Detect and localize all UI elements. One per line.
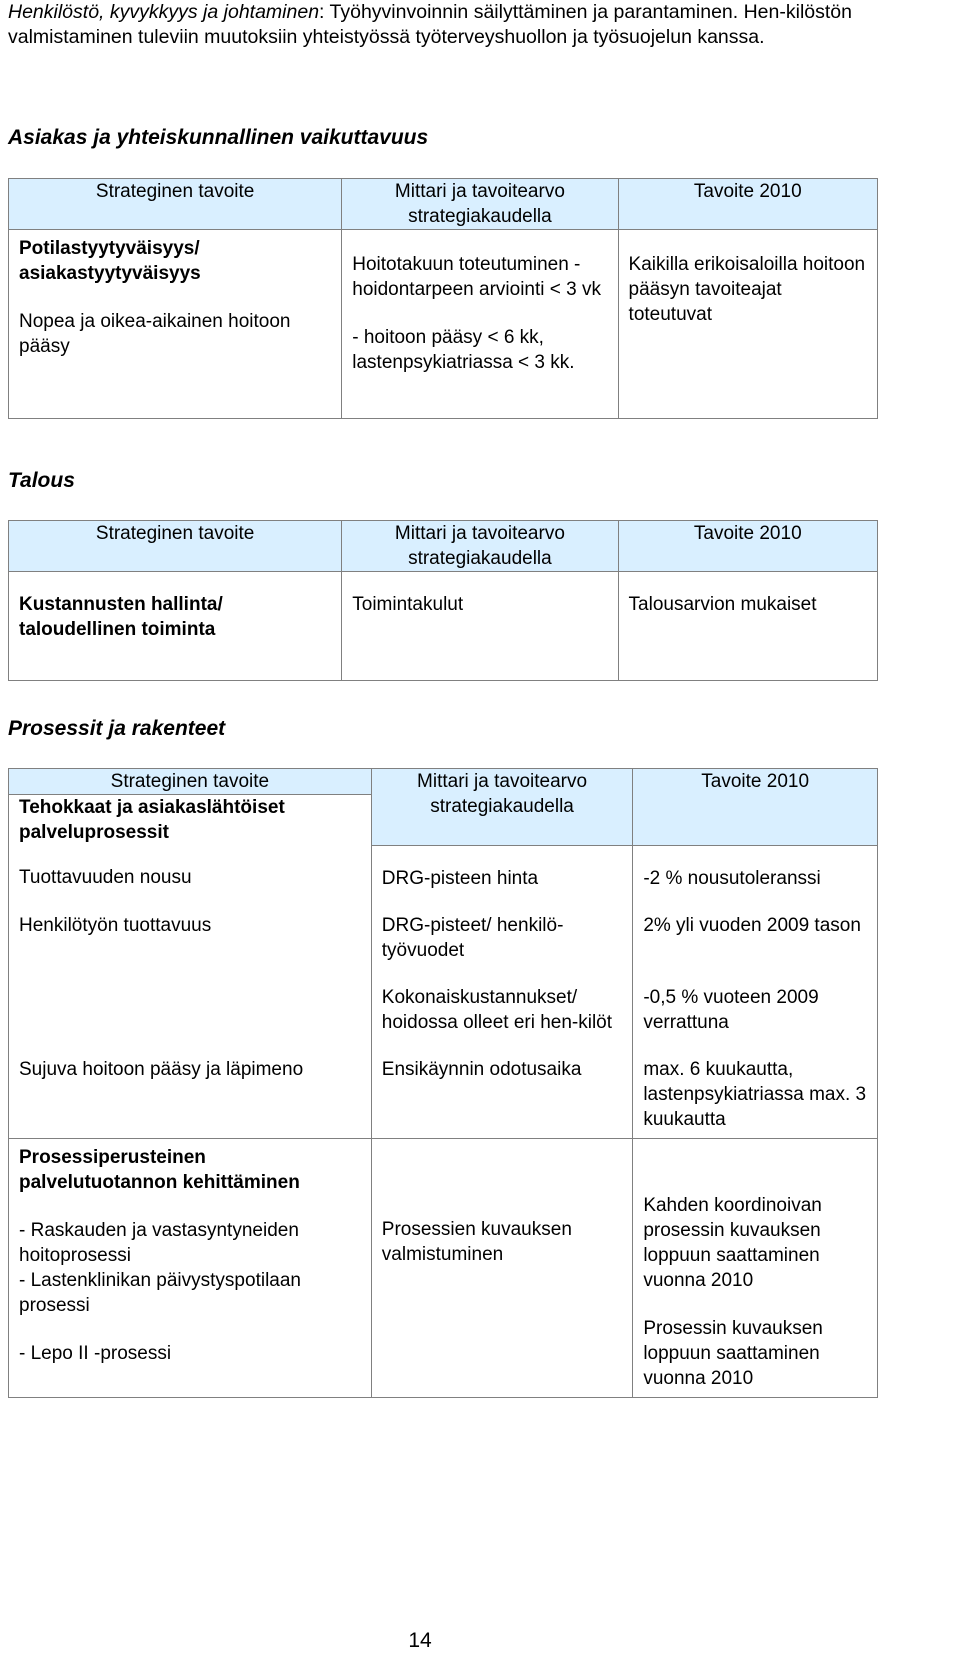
table-row [9,969,878,1041]
header-target-2010 [633,769,878,846]
goal-title: Potilastyytyväisyys/ asiakastyytyväisyys [19,238,201,284]
table-header-row [9,179,878,230]
metric-cell: DRG-pisteet/ henkilö-työvuodet [371,897,633,969]
target-cell: -2 % nousutoleranssi [633,845,878,897]
section-heading-customer: Asiakas ja yhteiskunnallinen vaikuttavuus [8,126,429,149]
target-text: Prosessin kuvauksen loppuun saattaminen vuonna 2010 [643,1317,823,1389]
goal-cell [9,1138,372,1397]
metric-text: Hoitotakuun toteutuminen - hoidontarpeen arviointi < 3 vk [352,254,601,300]
header-strategic-goal: Strateginen tavoite [9,179,342,230]
header-strategic-goal: Strateginen tavoite [9,521,342,572]
target-cell [633,1138,878,1397]
intro-text: : Työhyvinvoinnin säilyttäminen ja parantaminen. Hen-kilöstön valmistaminen tuleviin muutoksiin yhteistyössä työterveyshuollon ja työsuojelun kanssa. [8,1,852,48]
goal-item: - Lepo II -prosessi [19,1342,172,1364]
header-metric-label: Mittari ja tavoitearvo strategiakaudella [417,771,588,817]
table-row [9,1138,878,1397]
goal-cell: Sujuva hoitoon pääsy ja läpimeno [9,1041,372,1139]
table-header-row [9,769,878,795]
metric-cell: Kokonaiskustannukset/ hoidossa olleet eri hen-kilöt [371,969,633,1041]
header-target-2010: Tavoite 2010 [618,521,877,572]
goal-cell: Tuottavuuden nousu [9,845,372,897]
goal-subtitle: Nopea ja oikea-aikainen hoitoon pääsy [19,311,291,357]
goal-cell [9,969,372,1041]
target-cell [618,230,877,419]
header-strategic-goal: Strateginen tavoite [9,769,372,795]
intro-italic-title: Henkilöstö, kyvykkyys ja johtaminen [8,1,320,23]
header-metric: Mittari ja tavoitearvo strategiakaudella [342,521,618,572]
metric-cell: DRG-pisteen hinta [371,845,633,897]
section-heading-processes: Prosessit ja rakenteet [8,717,226,740]
target-cell: Talousarvion mukaiset [618,572,877,681]
goal-title: Tehokkaat ja asiakaslähtöiset palveluprosessit [9,795,372,846]
goal-cell: Kustannusten hallinta/ taloudellinen toiminta [9,572,342,681]
target-text: Kaikilla erikoisaloilla hoitoon pääsyn tavoiteajat toteutuvat [628,254,866,325]
header-target-2010: Tavoite 2010 [618,179,877,230]
target-cell: max. 6 kuukautta, lastenpsykiatriassa max. 3 kuukautta [633,1041,878,1139]
table-row [9,230,878,419]
goal-cell [9,230,342,419]
goal-title: Prosessiperusteinen palvelutuotannon kehittäminen [19,1146,300,1193]
metric-cell [342,230,618,419]
metric-cell: Ensikäynnin odotusaika [371,1041,633,1139]
table-row [9,845,878,897]
table-row [9,572,878,681]
goal-item: - Lastenklinikan päivystyspotilaan prosessi [19,1269,301,1316]
header-metric [371,769,633,846]
target-cell: -0,5 % vuoteen 2009 verrattuna [633,969,878,1041]
header-metric: Mittari ja tavoitearvo strategiakaudella [342,179,618,230]
table-header-row [9,521,878,572]
target-cell: 2% yli vuoden 2009 tason [633,897,878,969]
target-text: Kahden koordinoivan prosessin kuvauksen loppuun saattaminen vuonna 2010 [643,1194,822,1291]
goal-cell: Henkilötyön tuottavuus [9,897,372,969]
header-target-label: Tavoite 2010 [701,771,810,792]
intro-paragraph [8,0,918,50]
page-number: 14 [408,1629,432,1652]
table-processes [8,768,878,1398]
metric-cell: Prosessien kuvauksen valmistuminen [371,1138,633,1397]
table-finance [8,520,878,681]
section-heading-finance: Talous [8,469,75,492]
table-row [9,1041,878,1139]
metric-text: - hoitoon pääsy < 6 kk, lastenpsykiatriassa < 3 kk. [352,327,575,373]
goal-item: - Raskauden ja vastasyntyneiden hoitoprosessi [19,1219,299,1266]
table-row [9,897,878,969]
metric-cell: Toimintakulut [342,572,618,681]
table-customer [8,178,878,419]
